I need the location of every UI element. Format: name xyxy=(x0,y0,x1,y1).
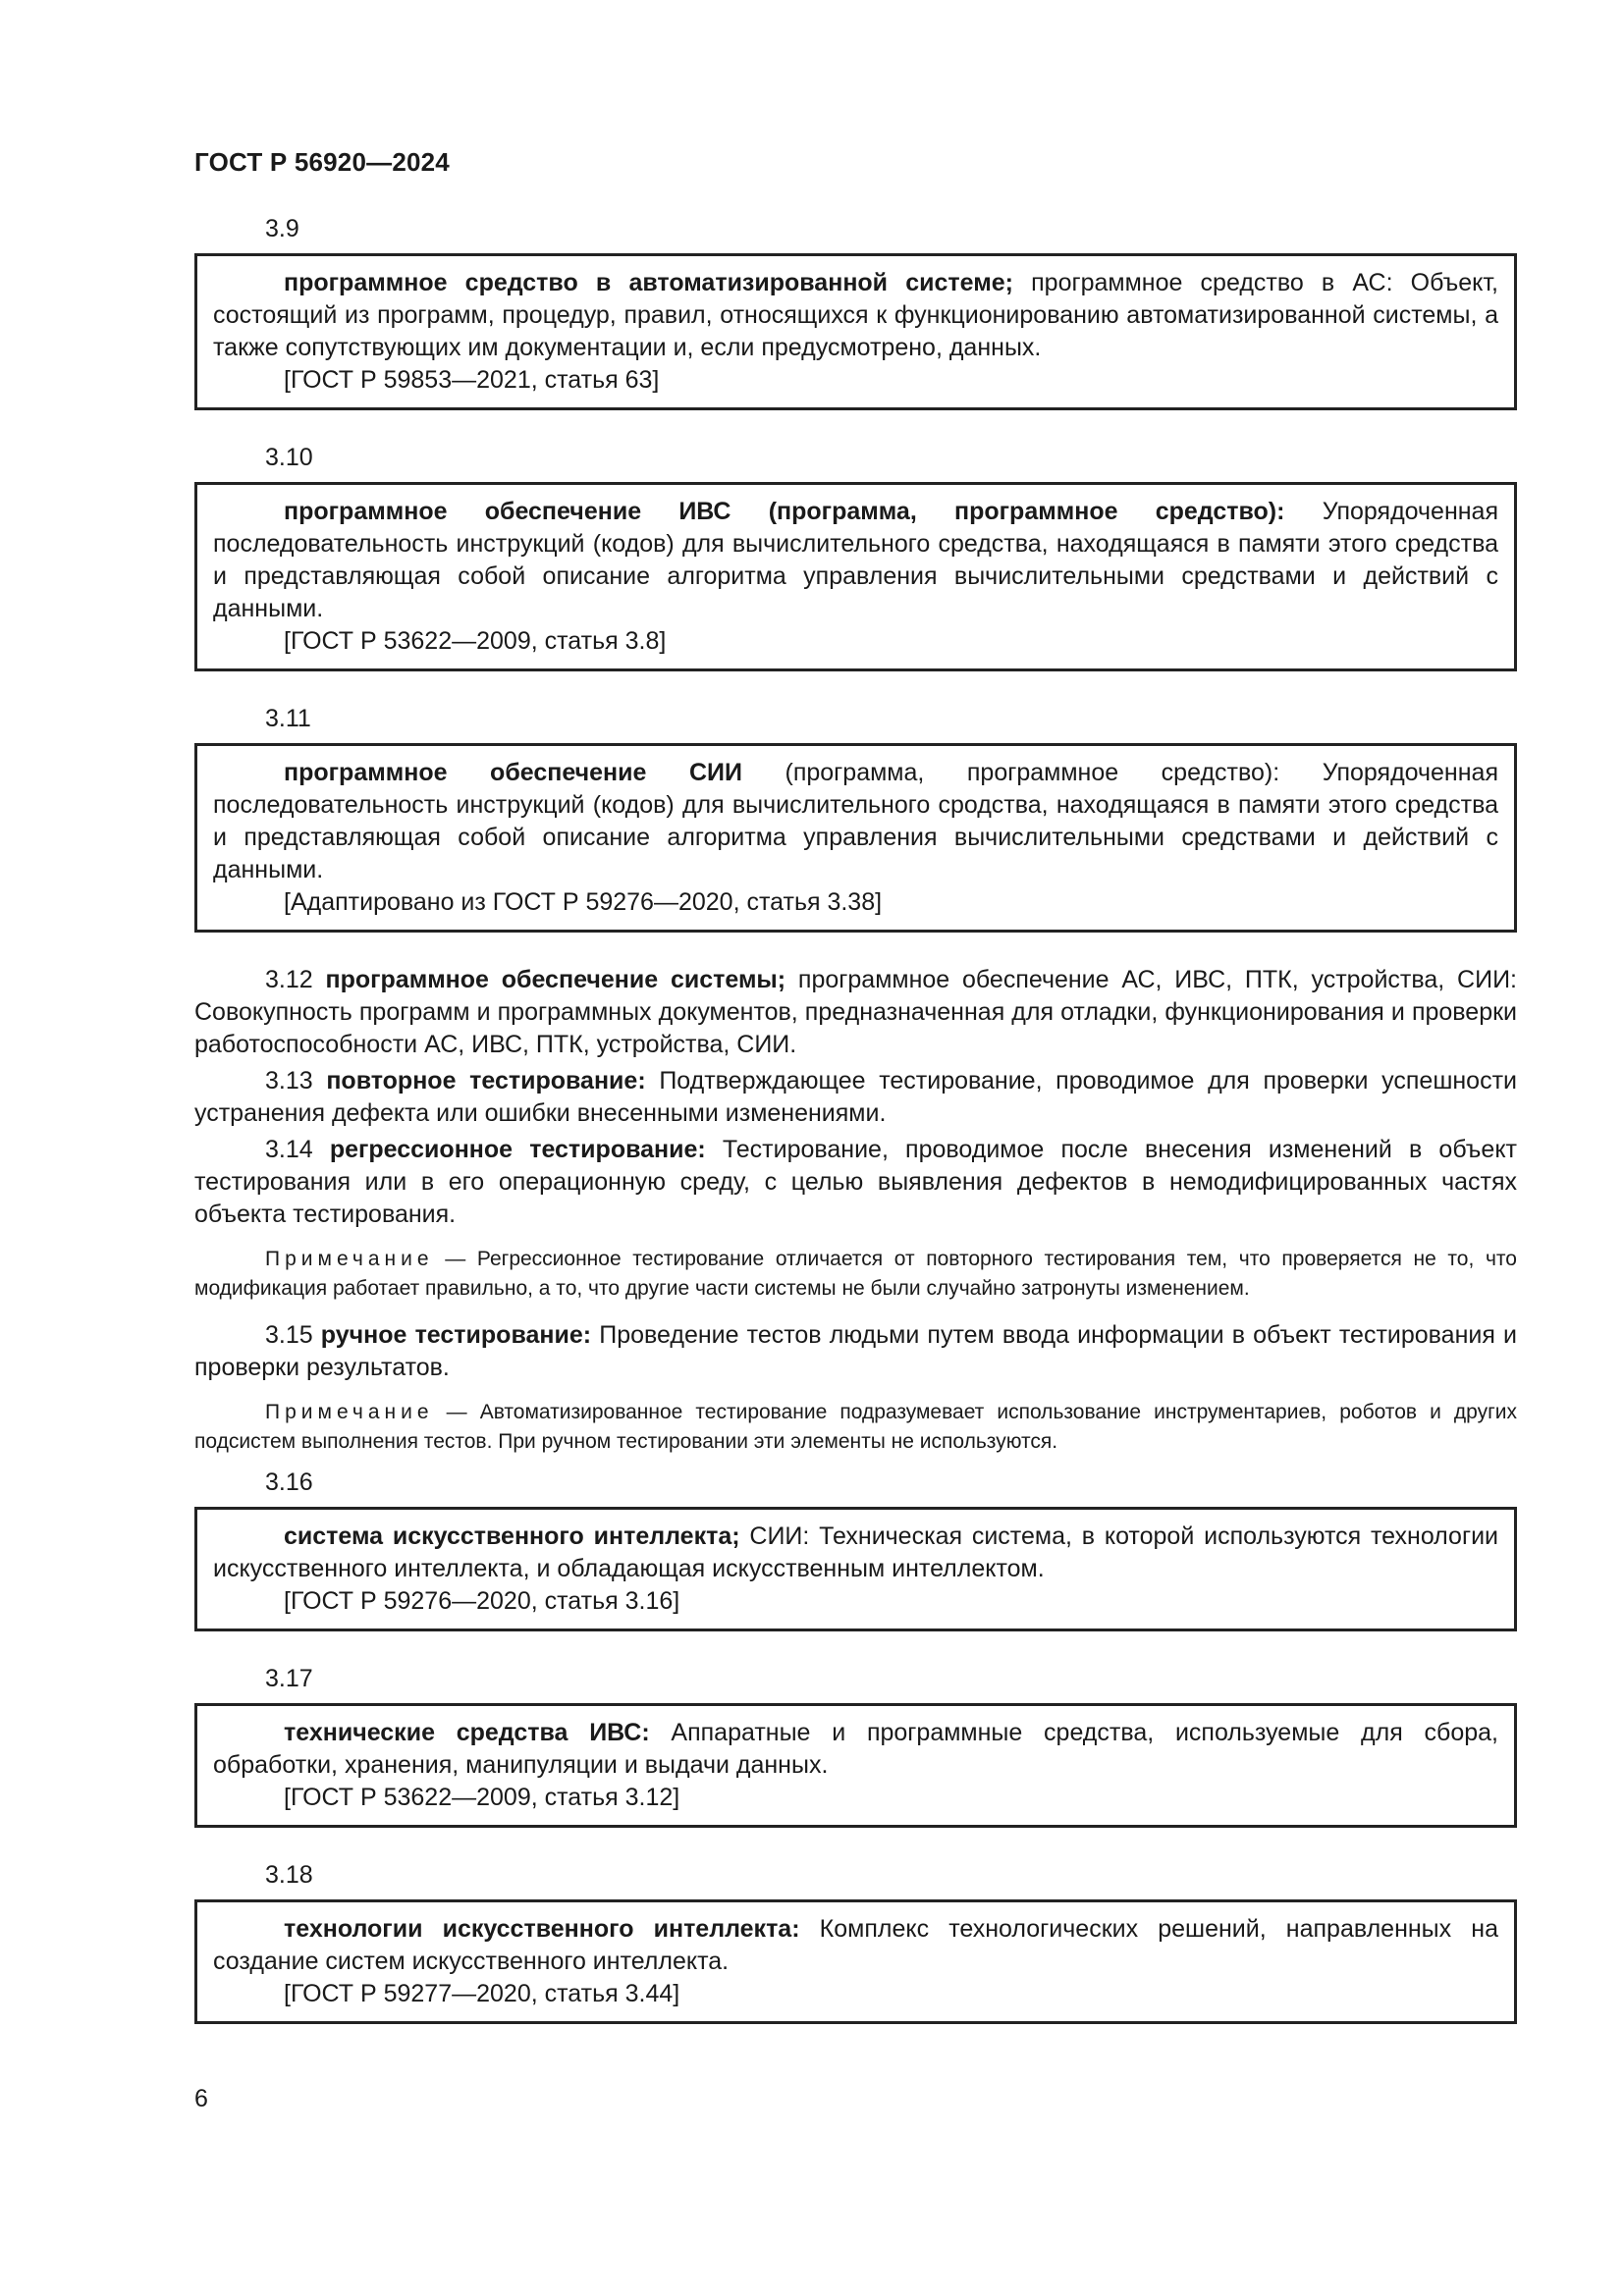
document-page xyxy=(194,147,1517,2056)
term-3-10 xyxy=(194,442,1517,671)
term-source: [ГОСТ Р 53622—2009, статья 3.8] xyxy=(284,627,667,655)
term-number: 3.14 xyxy=(265,1136,330,1163)
term-title: программное обеспечение системы; xyxy=(325,966,786,993)
term-number: 3.17 xyxy=(265,1665,313,1692)
note-regression xyxy=(194,1245,1517,1304)
term-definition: Комплекс технологических решений, направленных на создание систем искусственного интеллекта. xyxy=(213,1915,1498,1975)
term-number: 3.18 xyxy=(265,1861,313,1889)
term-3-11 xyxy=(194,703,1517,933)
term-box xyxy=(194,253,1517,410)
term-box xyxy=(194,482,1517,671)
term-3-18 xyxy=(194,1859,1517,2024)
note-text: — Автоматизированное тестирование подразумевает использование инструментариев, роботов и других подсистем выполнения тестов. При ручном тестировании эти элементы не используются. xyxy=(194,1401,1517,1453)
term-definition: Аппаратные и программные средства, используемые для сбора, обработки, хранения, манипуляции и выдачи данных. xyxy=(213,1719,1498,1779)
term-3-12 xyxy=(194,964,1517,1061)
term-number: 3.15 xyxy=(265,1321,321,1349)
term-title: программное средство в автоматизированной системе; xyxy=(284,269,1013,296)
term-source: [ГОСТ Р 59276—2020, статья 3.16] xyxy=(284,1587,680,1615)
term-title: программное обеспечение ИВС (программа, программное средство): xyxy=(284,498,1285,525)
term-definition: (программа, программное средство): Упорядоченная последовательность инструкций (кодов) для вычислительного сродства, находящаяся в памяти этого средства и представляющая собой описание алгоритма управления вычислительными средствами и действий с данными. xyxy=(213,759,1498,883)
document-header: ГОСТ Р 56920—2024 xyxy=(194,147,450,177)
term-3-14 xyxy=(194,1134,1517,1231)
term-definition: Тестирование, проводимое после внесения изменений в объект тестирования или в его операционную среду, с целью выявления дефектов в немодифицированных частях объекта тестирования. xyxy=(194,1136,1518,1228)
term-3-17 xyxy=(194,1663,1517,1828)
term-source: [ГОСТ Р 59277—2020, статья 3.44] xyxy=(284,1980,680,2007)
term-number: 3.12 xyxy=(265,966,326,993)
term-title: технические средства ИВС: xyxy=(284,1719,650,1746)
term-source: [Адаптировано из ГОСТ Р 59276—2020, статья 3.38] xyxy=(284,888,883,916)
term-definition: программное средство в АС: Объект, состоящий из программ, процедур, правил, относящихся к функционированию автоматизированной системы, а также сопутствующих им документации и, если предусмотрено, данных. xyxy=(213,269,1498,361)
note-text: — Регрессионное тестирование отличается от повторного тестирования тем, что проверяется не то, что модификация работает правильно, а то, что другие части системы не были случайно затронуты изменением. xyxy=(194,1248,1517,1300)
term-3-13 xyxy=(194,1065,1517,1130)
note-manual xyxy=(194,1398,1517,1457)
term-title: технологии искусственного интеллекта: xyxy=(284,1915,800,1943)
term-box xyxy=(194,1507,1517,1631)
term-box xyxy=(194,743,1517,933)
term-source: [ГОСТ Р 59853—2021, статья 63] xyxy=(284,366,660,394)
term-box xyxy=(194,1899,1517,2024)
page-number: 6 xyxy=(194,2085,208,2112)
term-definition: Проведение тестов людьми путем ввода информации в объект тестирования и проверки результатов. xyxy=(194,1321,1517,1381)
term-number: 3.11 xyxy=(265,705,311,732)
term-title: система искусственного интеллекта; xyxy=(284,1522,740,1550)
note-label: Примечание xyxy=(265,1248,434,1270)
term-title: ручное тестирование: xyxy=(320,1321,592,1349)
term-title: программное обеспечение СИИ xyxy=(284,759,742,786)
note-label: Примечание xyxy=(265,1401,434,1423)
term-definition: СИИ: Техническая система, в которой используются технологии искусственного интеллекта, и обладающая искусственным интеллектом. xyxy=(213,1522,1499,1582)
term-3-9 xyxy=(194,213,1517,410)
term-number: 3.9 xyxy=(265,215,299,242)
term-definition: Подтверждающее тестирование, проводимое для проверки успешности устранения дефекта или ошибки внесенными изменениями. xyxy=(194,1067,1518,1127)
term-number: 3.16 xyxy=(265,1468,313,1496)
term-number: 3.10 xyxy=(265,444,313,471)
term-source: [ГОСТ Р 53622—2009, статья 3.12] xyxy=(284,1784,680,1811)
term-definition: Упорядоченная последовательность инструкций (кодов) для вычислительного средства, находящаяся в памяти этого средства и представляющая собой описание алгоритма управления вычислительными средствами и действий с данными. xyxy=(213,498,1498,622)
term-number: 3.13 xyxy=(265,1067,327,1095)
term-title: регрессионное тестирование: xyxy=(329,1136,706,1163)
term-definition: программное обеспечение АС, ИВС, ПТК, устройства, СИИ: Совокупность программ и программных документов, предназначенная для отладки, функционирования и проверки работоспособности АС, ИВС, ПТК, устройства, СИИ. xyxy=(194,966,1517,1058)
term-title: повторное тестирование: xyxy=(326,1067,646,1095)
term-3-15 xyxy=(194,1319,1517,1384)
term-3-16 xyxy=(194,1467,1517,1631)
term-box xyxy=(194,1703,1517,1828)
